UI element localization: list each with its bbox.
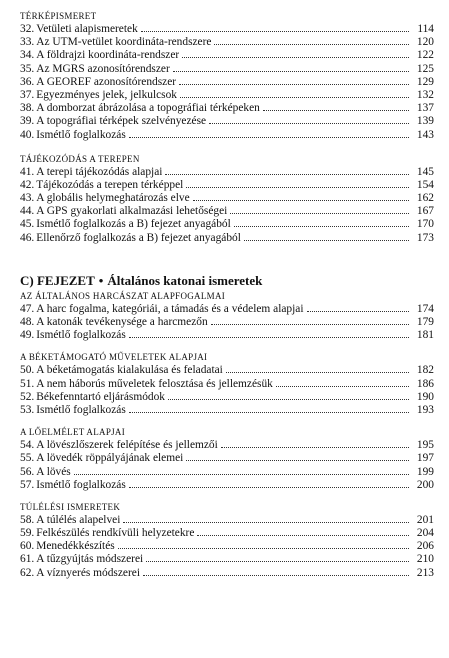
toc-entry[interactable] [20,232,434,245]
entry-number: 56. [20,465,35,478]
dot-leader [263,102,409,111]
entry-title: Egyezményes jelek, jelkulcsok [36,88,178,101]
toc-entry[interactable] [20,205,434,218]
entry-title: Ismétlő foglalkozás [36,329,126,342]
toc-entry[interactable] [20,527,434,540]
entry-title: Felkészülés rendkívüli helyzetekre [36,527,195,540]
toc-entry[interactable] [20,166,434,179]
entry-number: 48. [20,316,35,328]
toc-entry[interactable] [20,129,434,142]
chapter-name: Általános katonai ismeretek [107,272,263,288]
entry-title: A domborzat ábrázolása a topográfiai térképeken [36,102,260,115]
toc-entry[interactable] [20,63,434,76]
entry-title: A terepi tájékozódás alapjai [36,165,163,178]
entry-page: 186 [416,377,434,390]
chapter-letter: C) FEJEZET [20,272,95,288]
entry-page: 122 [416,49,434,62]
entry-number: 44. [20,205,35,218]
entry-title: Az UTM-vetület koordináta-rendszere [36,36,212,49]
entry-page: 204 [416,527,434,540]
toc-entry[interactable] [20,567,434,580]
toc-entry[interactable] [20,218,434,231]
entry-page: 182 [416,364,434,377]
entry-number: 62. [20,566,35,579]
entry-page: 173 [416,231,434,244]
entry-title: A GPS gyakorlati alkalmazási lehetőségei [36,205,228,218]
entry-page: 139 [416,115,434,128]
entry-page: 129 [416,75,434,88]
entry-page: 213 [416,566,434,579]
dot-leader [214,36,409,45]
chapter-separator: • [98,272,104,288]
dot-leader [173,63,409,72]
dot-leader [244,232,409,241]
entry-page: 137 [416,102,434,115]
entry-number: 37. [20,88,35,101]
entry-number: 40. [20,128,35,141]
toc-section [20,10,434,142]
entry-title: A lövés [36,465,71,478]
dot-leader [182,49,409,58]
dot-leader [141,23,409,32]
toc-entry[interactable] [20,364,434,377]
entry-number: 39. [20,115,35,128]
entry-title: A túlélés alapelvei [36,513,121,526]
entry-number: 57. [20,478,35,491]
entry-title: Ismétlő foglalkozás [36,478,126,491]
entry-title: Ismétlő foglalkozás a B) fejezet anyagából [36,218,231,231]
dot-leader [307,303,410,312]
entry-number: 59. [20,527,35,540]
section-heading: TÉRKÉPISMERET [20,11,97,21]
entry-page: 167 [416,205,434,218]
toc-entry[interactable] [20,329,434,342]
toc-section [20,153,434,245]
entry-number: 34. [20,49,35,62]
toc-entry[interactable] [20,540,434,553]
entry-page: 143 [416,128,434,141]
toc-entry[interactable] [20,23,434,36]
dot-leader [129,329,409,338]
toc-entry[interactable] [20,404,434,417]
entry-page: 190 [416,390,434,403]
toc-entry[interactable] [20,179,434,192]
table-of-contents [20,10,434,580]
entry-number: 32. [20,23,35,35]
dot-leader [179,76,409,85]
dot-leader [118,540,409,549]
entry-page: 174 [416,302,434,315]
entry-title: A béketámogatás kialakulása és feladatai [36,364,223,377]
entry-number: 38. [20,102,35,115]
entry-number: 54. [20,439,35,452]
entry-page: 195 [416,439,434,452]
section-heading: TÚLÉLÉSI ISMERETEK [20,501,121,512]
toc-entry[interactable] [20,49,434,62]
entry-page: 125 [416,62,434,75]
dot-leader [209,115,409,124]
dot-leader [129,129,409,138]
dot-leader [168,391,409,400]
entry-number: 42. [20,178,35,191]
toc-section [20,351,434,417]
entry-number: 58. [20,513,35,526]
toc-entry[interactable] [20,378,434,391]
entry-title: A lövészlőszerek felépítése és jellemzői [36,439,218,452]
entry-title: Ellenőrző foglalkozás a B) fejezet anyagából [36,231,241,244]
entry-page: 193 [416,403,434,416]
section-heading: A LŐELMÉLET ALAPJAI [20,427,126,438]
dot-leader [186,179,409,188]
entry-number: 36. [20,75,35,88]
entry-page: 206 [416,540,434,553]
entry-number: 52. [20,390,35,403]
entry-title: Vetületi alapismeretek [36,23,138,35]
entry-title: A katonák tevékenysége a harcmezőn [36,316,208,328]
entry-number: 55. [20,452,35,465]
dot-leader [226,364,409,373]
chapter-title[interactable] [20,272,434,290]
entry-number: 50. [20,364,35,377]
entry-page: 120 [416,36,434,49]
entry-title: Az MGRS azonosítórendszer [36,62,170,75]
entry-title: Békefenntartó eljárásmódok [36,390,165,403]
dot-leader [211,316,409,325]
entry-number: 61. [20,553,35,566]
entry-page: 179 [416,316,434,328]
entry-page: 210 [416,553,434,566]
dot-leader [165,166,409,175]
toc-entry[interactable] [20,391,434,404]
toc-entry[interactable] [20,89,434,102]
entry-title: A globális helymeghatározás elve [36,192,190,205]
toc-section [20,272,434,343]
dot-leader [129,404,409,413]
dot-leader [186,452,409,461]
toc-entry[interactable] [20,316,434,329]
entry-page: 197 [416,452,434,465]
toc-section [20,426,434,492]
section-heading: A BÉKETÁMOGATÓ MŰVELETEK ALAPJAI [20,352,208,363]
dot-leader [230,205,409,214]
entry-number: 49. [20,329,35,342]
toc-entry[interactable] [20,553,434,566]
section-heading: AZ ÁLTALÁNOS HARCÁSZAT ALAPFOGALMAI [20,290,226,301]
entry-title: Menedékkészítés [36,540,115,553]
entry-title: A harc fogalma, kategóriái, a támadás és a védelem alapjai [36,302,304,315]
entry-number: 45. [20,218,35,231]
entry-page: 132 [416,88,434,101]
toc-entry[interactable] [20,514,434,527]
dot-leader [146,553,409,562]
entry-number: 35. [20,62,35,75]
entry-page: 154 [416,178,434,191]
entry-page: 170 [416,218,434,231]
entry-number: 51. [20,377,35,390]
entry-number: 46. [20,231,35,244]
entry-page: 200 [416,478,434,491]
toc-entry[interactable] [20,439,434,452]
toc-entry[interactable] [20,36,434,49]
entry-number: 43. [20,192,35,205]
dot-leader [74,466,409,475]
entry-number: 33. [20,36,35,49]
entry-title: A nem háborús műveletek felosztása és jellemzésük [36,377,273,390]
dot-leader [123,514,409,523]
dot-leader [221,439,409,448]
toc-entry[interactable] [20,466,434,479]
entry-page: 199 [416,465,434,478]
entry-page: 162 [416,192,434,205]
entry-page: 181 [416,329,434,342]
entry-title: Ismétlő foglalkozás [36,403,126,416]
toc-entry[interactable] [20,115,434,128]
toc-section [20,501,434,580]
toc-entry[interactable] [20,192,434,205]
toc-entry[interactable] [20,76,434,89]
entry-title: Tájékozódás a terepen térképpel [36,178,184,191]
dot-leader [197,527,409,536]
entry-title: A víznyerés módszerei [36,566,140,579]
entry-number: 53. [20,403,35,416]
entry-title: A tűzgyújtás módszerei [36,553,144,566]
entry-title: A GEOREF azonosítórendszer [36,75,177,88]
entry-page: 145 [416,165,434,178]
entry-title: A topográfiai térképek szelvényezése [36,115,207,128]
entry-number: 60. [20,540,35,553]
dot-leader [129,479,409,488]
entry-title: Ismétlő foglalkozás [36,128,126,141]
section-heading: TÁJÉKOZÓDÁS A TEREPEN [20,153,140,164]
toc-entry[interactable] [20,452,434,465]
entry-number: 47. [20,302,35,315]
dot-leader [180,89,409,98]
toc-entry[interactable] [20,102,434,115]
entry-page: 201 [416,513,434,526]
dot-leader [234,218,409,227]
toc-entry[interactable] [20,479,434,492]
dot-leader [276,378,409,387]
entry-title: A lövedék röppályájának elemei [36,452,184,465]
entry-title: A földrajzi koordináta-rendszer [36,49,180,62]
entry-page: 114 [417,23,434,35]
dot-leader [193,192,409,201]
entry-number: 41. [20,165,35,178]
dot-leader [143,567,409,576]
toc-entry[interactable] [20,303,434,316]
